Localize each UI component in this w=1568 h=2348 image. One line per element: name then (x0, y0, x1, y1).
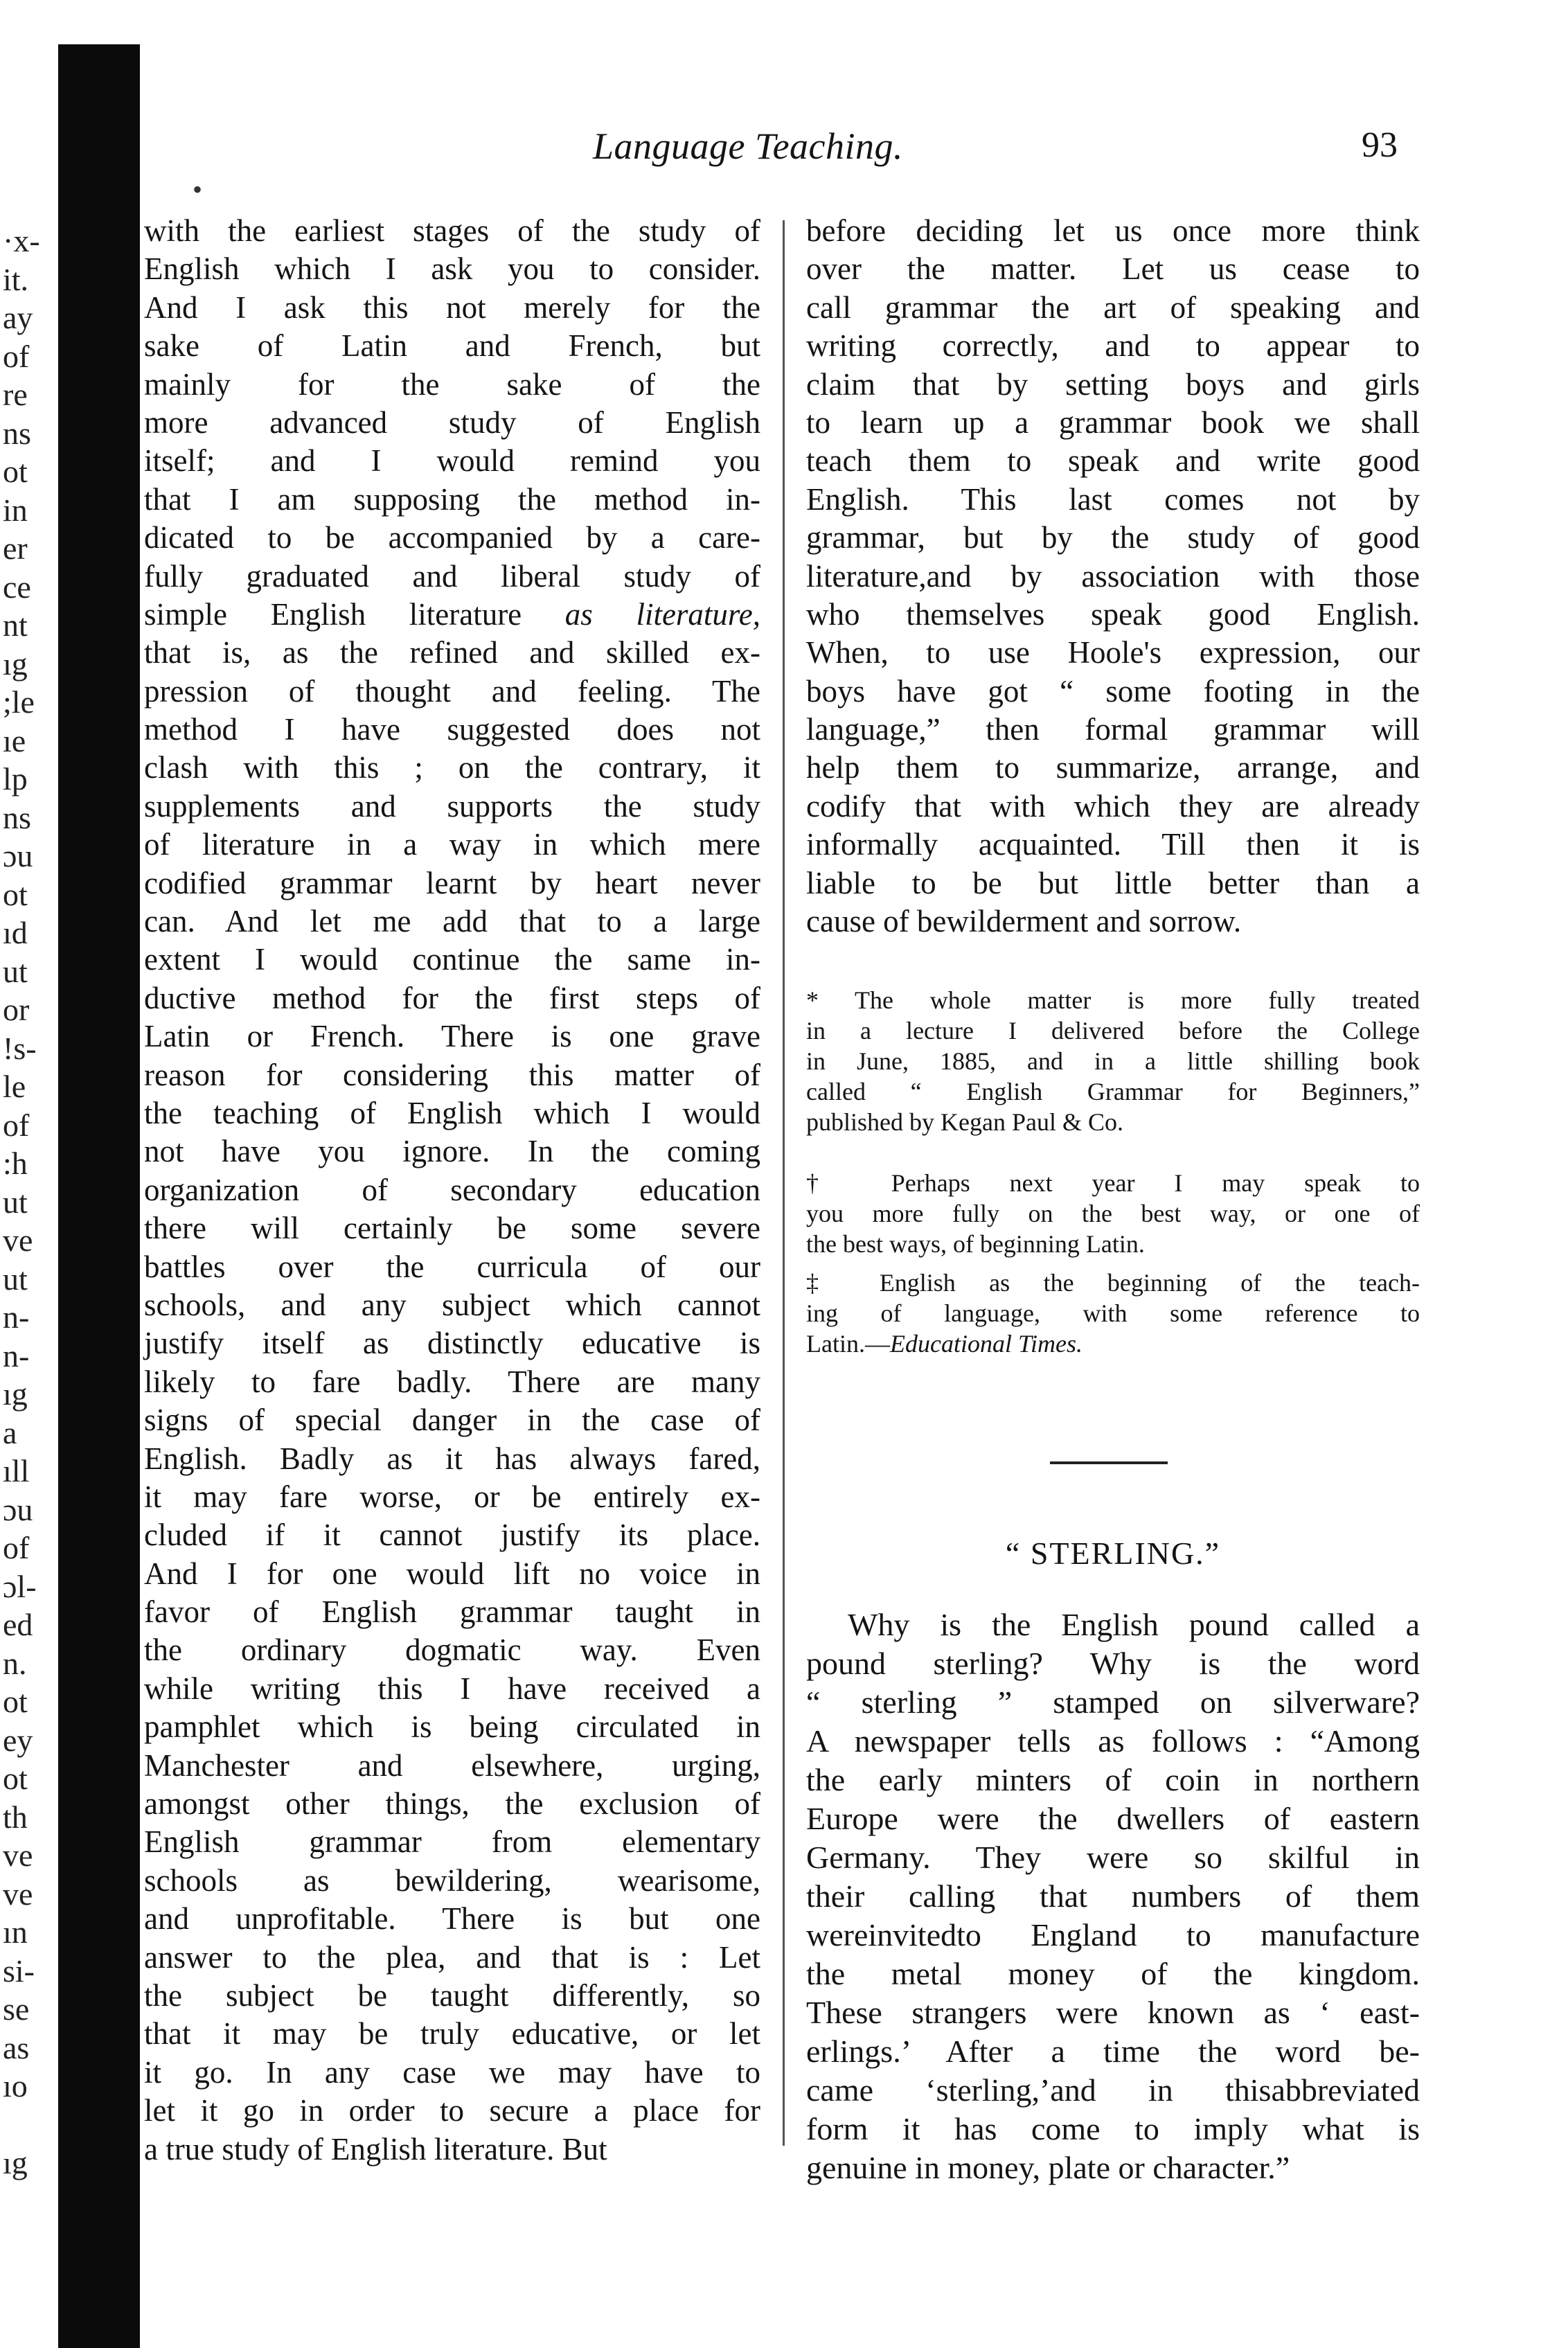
margin-fragment: ut (3, 953, 28, 989)
article-line: erlings.’ After a time the word be- (806, 2034, 1420, 2069)
text-line: answer to the plea, and that is : Let (144, 1939, 760, 1975)
margin-fragment: ey (3, 1722, 33, 1758)
section-divider (1050, 1461, 1168, 1464)
text-line: writing correctly, and to appear to (806, 328, 1420, 364)
text-line: to learn up a grammar book we shall (806, 404, 1420, 440)
margin-fragment: le (3, 1069, 26, 1104)
margin-fragment: ut (3, 1261, 28, 1297)
margin-fragment: ed (3, 1607, 33, 1642)
margin-fragment: ve (3, 1876, 33, 1912)
text-line: supplements and supports the study (144, 788, 760, 824)
text-line: more advanced study of English (144, 404, 760, 440)
margin-fragment: ıo (3, 2068, 28, 2104)
text-line: it go. In any case we may have to (144, 2054, 760, 2090)
text-line: it may fare worse, or be entirely ex- (144, 1479, 760, 1514)
margin-fragment: of (3, 338, 30, 374)
text-line: likely to fare badly. There are many (144, 1364, 760, 1399)
article-line: A newspaper tells as follows : “Among (806, 1723, 1420, 1759)
margin-fragment: ɔu (3, 1491, 33, 1527)
margin-fragment: ıg (3, 646, 28, 682)
text-line: that I am supposing the method in- (144, 481, 760, 517)
page-header (0, 125, 1568, 173)
margin-fragment: n. (3, 1645, 27, 1681)
page-number: 93 (1362, 125, 1398, 165)
text-line: English grammar from elementary (144, 1824, 760, 1860)
text-line: amongst other things, the exclusion of (144, 1786, 760, 1822)
running-title: Language Teaching. (593, 125, 904, 167)
text-line: there will certainly be some severe (144, 1211, 760, 1246)
article-line: wereinvitedto England to manufacture (806, 1917, 1420, 1953)
margin-fragment: ·x- (3, 223, 40, 258)
margin-fragment: ıll (3, 1453, 30, 1488)
footnote-line: called “ English Grammar for Beginners,” (806, 1078, 1420, 1105)
text-line: And I ask this not merely for the (144, 290, 760, 325)
margin-fragment: ve (3, 1222, 33, 1258)
margin-fragment: se (3, 1991, 30, 2027)
text-line: sake of Latin and French, but (144, 328, 760, 364)
text-line: Manchester and elsewhere, urging, (144, 1747, 760, 1783)
text-line: justify itself as distinctly educative is (144, 1326, 760, 1361)
column-rule (783, 220, 785, 2146)
text-line: before deciding let us once more think (806, 213, 1420, 248)
margin-fragment: th (3, 1799, 28, 1835)
margin-fragment: of (3, 1530, 30, 1565)
ink-speck: • (193, 174, 203, 205)
margin-fragment: ıg (3, 1376, 28, 1412)
right-text-column (806, 212, 1420, 941)
margin-fragment: n- (3, 1299, 30, 1335)
margin-fragment: n- (3, 1337, 30, 1373)
text-line: while writing this I have received a (144, 1671, 760, 1706)
text-line: teach them to speak and write good (806, 443, 1420, 479)
margin-fragment: in (3, 492, 28, 528)
text-line: informally acquainted. Till then it is (806, 827, 1420, 862)
text-line: that is, as the refined and skilled ex- (144, 635, 760, 670)
margin-fragment: or (3, 992, 30, 1027)
text-line: language,” then formal grammar will (806, 712, 1420, 747)
text-line: claim that by setting boys and girls (806, 366, 1420, 402)
text-line: English. This last comes not by (806, 481, 1420, 517)
margin-fragment: ut (3, 1184, 28, 1220)
text-line: When, to use Hoole's expression, our (806, 635, 1420, 670)
text-line: let it go in order to secure a place for (144, 2093, 760, 2128)
footnote (806, 1168, 1420, 1259)
text-line: dicated to be accompanied by a care- (144, 520, 760, 555)
margin-fragment: ns (3, 799, 31, 835)
margin-fragment: er (3, 531, 28, 566)
text-line: help them to summarize, arrange, and (806, 750, 1420, 785)
text-line: extent I would continue the same in- (144, 942, 760, 977)
margin-fragment: nt (3, 607, 28, 643)
text-line: organization of secondary education (144, 1172, 760, 1207)
margin-fragment: ɔu (3, 838, 33, 873)
text-line: battles over the curricula of our (144, 1249, 760, 1284)
text-line: itself; and I would remind you (144, 443, 760, 479)
text-line: ductive method for the first steps of (144, 980, 760, 1015)
text-line: who themselves speak good English. (806, 596, 1420, 632)
article-line: their calling that numbers of them (806, 1878, 1420, 1914)
text-line: codify that with which they are already (806, 788, 1420, 824)
text-line: mainly for the sake of the (144, 366, 760, 402)
article-line: the metal money of the kingdom. (806, 1956, 1420, 1991)
margin-fragment: ot (3, 876, 28, 912)
article-line: Europe were the dwellers of eastern (806, 1801, 1420, 1836)
text-line: clash with this ; on the contrary, it (144, 750, 760, 785)
footnote-line: ing of language, with some reference to (806, 1299, 1420, 1327)
article-line: the early minters of coin in northern (806, 1762, 1420, 1797)
text-line: reason for considering this matter of (144, 1057, 760, 1092)
margin-fragment: ot (3, 1684, 28, 1719)
text-line: Latin or French. There is one grave (144, 1019, 760, 1054)
footnote-line: in a lecture I delivered before the College (806, 1017, 1420, 1044)
margin-fragment: re (3, 377, 28, 412)
margin-fragment: a (3, 1414, 17, 1450)
footnote-line: ‡ English as the beginning of the teach- (806, 1269, 1420, 1297)
margin-fragment: ot (3, 454, 28, 489)
facing-page-margin-fragments (3, 222, 57, 2182)
text-line: over the matter. Let us cease to (806, 251, 1420, 287)
footnote-line: † Perhaps next year I may speak to (806, 1169, 1420, 1197)
footnote (806, 1268, 1420, 1359)
footnote-line: published by Kegan Paul & Co. (806, 1108, 1123, 1136)
text-line: can. And let me add that to a large (144, 904, 760, 939)
footnotes (806, 985, 1420, 1389)
margin-fragment: ɔl- (3, 1568, 37, 1604)
article-line: “ sterling ” stamped on silverware? (806, 1684, 1420, 1720)
text-line: pamphlet which is being circulated in (144, 1709, 760, 1745)
margin-fragment: lp (3, 761, 28, 797)
left-text-column (144, 212, 760, 2169)
margin-fragment (3, 2106, 57, 2144)
text-line: of literature in a way in which mere (144, 827, 760, 862)
margin-fragment: ıd (3, 915, 28, 950)
text-line: the subject be taught differently, so (144, 1977, 760, 2013)
text-line: and unprofitable. There is but one (144, 1901, 760, 1937)
margin-fragment: it. (3, 261, 29, 297)
text-line: with the earliest stages of the study of (144, 213, 760, 248)
text-line: cluded if it cannot justify its place. (144, 1518, 760, 1553)
text-line: that it may be truly educative, or let (144, 2016, 760, 2052)
margin-fragment: as (3, 2029, 30, 2065)
article-line: Why is the English pound called a (848, 1607, 1420, 1642)
margin-fragment: ce (3, 569, 31, 605)
article-line: genuine in money, plate or character.” (806, 2150, 1290, 2185)
text-line: English. Badly as it has always fared, (144, 1441, 760, 1476)
footnote (806, 985, 1420, 1137)
text-line: English which I ask you to consider. (144, 251, 760, 287)
margin-fragment: ıg (3, 2145, 28, 2180)
text-line: boys have got “ some footing in the (806, 673, 1420, 709)
margin-fragment: ay (3, 300, 33, 335)
margin-fragment: ve (3, 1838, 33, 1873)
text-line: signs of special danger in the case of (144, 1403, 760, 1438)
text-line: liable to be but little better than a (806, 865, 1420, 900)
article-line: form it has come to imply what is (806, 2111, 1420, 2146)
article-line: pound sterling? Why is the word (806, 1646, 1420, 1681)
text-line: call grammar the art of speaking and (806, 290, 1420, 325)
text-line: a true study of English literature. But (144, 2131, 607, 2167)
text-line: not have you ignore. In the coming (144, 1134, 760, 1169)
article-line: Germany. They were so skilful in (806, 1840, 1420, 1875)
footnote-line: the best ways, of beginning Latin. (806, 1230, 1145, 1258)
text-line: And I for one would lift no voice in (144, 1556, 760, 1591)
margin-fragment: ns (3, 415, 31, 451)
margin-fragment: ;le (3, 684, 35, 720)
article-body (806, 1606, 1420, 2187)
footnote-line: in June, 1885, and in a little shilling book (806, 1047, 1420, 1075)
text-line: codified grammar learnt by heart never (144, 865, 760, 900)
article-line: came ‘sterling,’and in thisabbreviated (806, 2072, 1420, 2108)
article-line: These strangers were known as ‘ east- (806, 1995, 1420, 2030)
text-line: cause of bewilderment and sorrow. (806, 904, 1242, 939)
footnote-line: you more fully on the best way, or one of (806, 1200, 1420, 1227)
text-line: simple English literature as literature, (144, 596, 760, 632)
footnote-line: Latin.—Educational Times. (806, 1330, 1083, 1358)
text-line: method I have suggested does not (144, 712, 760, 747)
margin-fragment: of (3, 1107, 30, 1143)
margin-fragment: ot (3, 1761, 28, 1796)
text-line: fully graduated and liberal study of (144, 558, 760, 594)
binding-shadow (58, 44, 140, 2348)
margin-fragment: !s- (3, 1030, 37, 1066)
text-line: literature,and by association with those (806, 558, 1420, 594)
margin-fragment: si- (3, 1953, 35, 1989)
text-line: schools, and any subject which cannot (144, 1287, 760, 1322)
text-line: pression of thought and feeling. The (144, 673, 760, 709)
text-line: the teaching of English which I would (144, 1095, 760, 1130)
text-line: the ordinary dogmatic way. Even (144, 1633, 760, 1668)
text-line: favor of English grammar taught in (144, 1594, 760, 1630)
margin-fragment: ın (3, 1914, 28, 1950)
margin-fragment: :h (3, 1146, 28, 1181)
article-heading: “ STERLING.” (1005, 1536, 1221, 1571)
text-line: grammar, but by the study of good (806, 520, 1420, 555)
text-line: schools as bewildering, wearisome, (144, 1862, 760, 1898)
footnote-line: * The whole matter is more fully treated (806, 986, 1420, 1014)
margin-fragment: ıe (3, 722, 26, 758)
